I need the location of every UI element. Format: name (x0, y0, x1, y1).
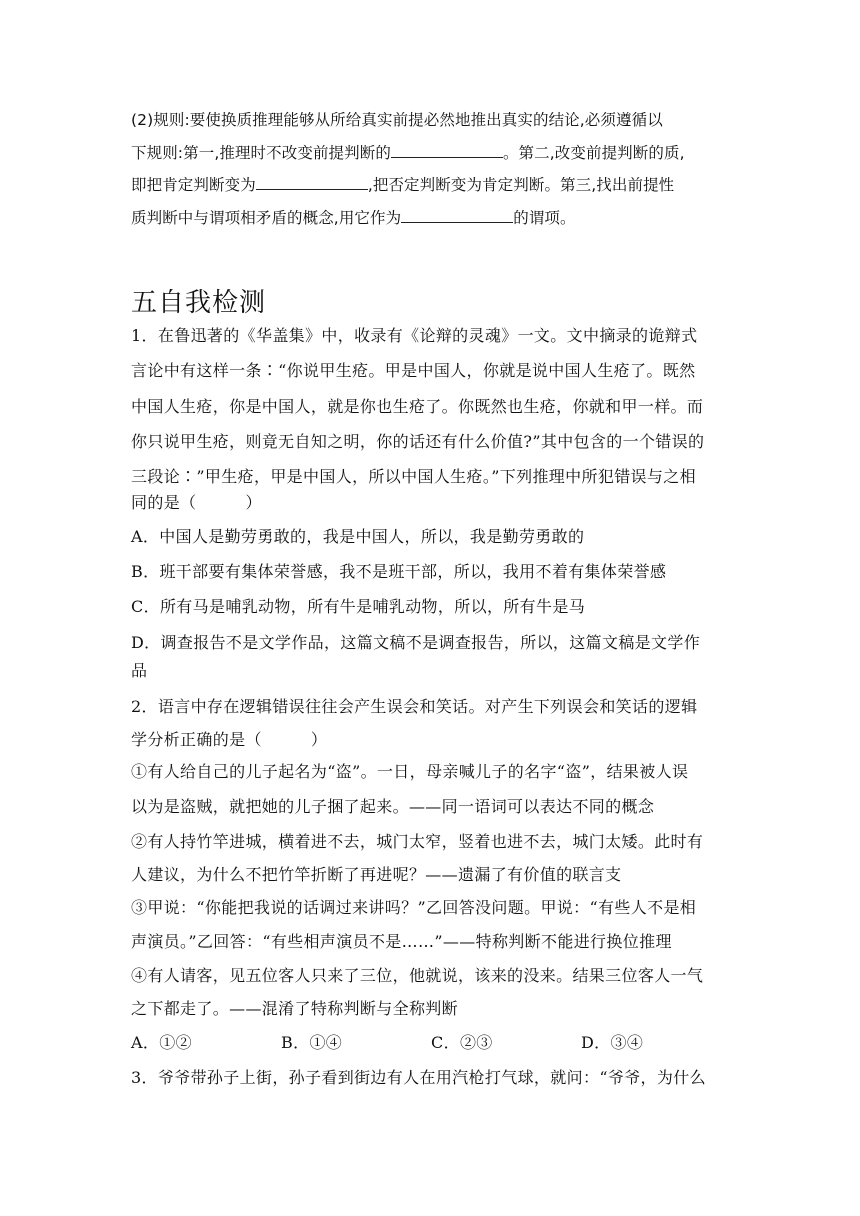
section-heading: 五自我检测 (131, 288, 267, 318)
q2-option-c[interactable]: C．②③ (431, 1033, 493, 1052)
fill-blank-3[interactable] (401, 207, 513, 223)
q2-option-d[interactable]: D．③④ (581, 1033, 644, 1052)
rule-line-3 (131, 174, 674, 195)
fill-blank-2[interactable] (256, 174, 368, 190)
q3-line: 3．爷爷带孙子上街，孙子看到街边有人在用汽枪打气球，就问：“爷爷，为什么 (131, 1068, 706, 1087)
q1-line: 1．在鲁迅著的《华盖集》中，收录有《论辩的灵魂》一文。文中摘录的诡辩式 (131, 326, 698, 345)
q1-line: 中国人生疮，你是中国人，就是你也生疮了。你既然也生疮，你就和甲一样。而 (131, 397, 704, 416)
q2-statement: 声演员。”乙回答：“有些相声演员不是……”——特称判断不能进行换位推理 (131, 932, 672, 951)
q2-statement: 人建议，为什么不把竹竿折断了再进呢？——遗漏了有价值的联言支 (131, 865, 622, 884)
rule-line-4 (131, 207, 576, 228)
q1-option-b[interactable]: B．班干部要有集体荣誉感，我不是班干部，所以，我用不着有集体荣誉感 (131, 562, 667, 581)
rule-line-2 (131, 142, 685, 163)
rule-line-2-end: 。第二,改变前提判断的质, (502, 144, 685, 162)
q1-option-d[interactable]: D．调查报告不是文学作品，这篇文稿不是调查报告，所以，这篇文稿是文学作 (131, 633, 701, 652)
q1-line: 言论中有这样一条∶“你说甲生疮。甲是中国人，你就是说中国人生疮了。既然 (131, 361, 696, 380)
q2-statement: ①有人给自己的儿子起名为“盗”。一日，母亲喊儿子的名字“盗”，结果被人误 (131, 762, 689, 781)
q1-option-c[interactable]: C．所有马是哺乳动物，所有牛是哺乳动物，所以，所有牛是马 (131, 597, 586, 616)
fill-blank-1[interactable] (391, 142, 503, 158)
q1-line: 你只说甲生疮，则竟无自知之明，你的话还有什么价值?”其中包含的一个错误的 (131, 432, 705, 451)
q2-statement: ③甲说：“你能把我说的话调过来讲吗？”乙回答没问题。甲说：“有些人不是相 (131, 898, 697, 917)
q2-option-a[interactable]: A．①② (131, 1033, 192, 1052)
q1-option-d-continued: 品 (131, 661, 148, 680)
q2-option-b[interactable]: B．①④ (281, 1033, 343, 1052)
rule-line-1: (2)规则:要使换质推理能够从所给真实前提必然地推出真实的结论,必须遵循以 (131, 111, 663, 129)
rule-line-3-start: 即把肯定判断变为 (131, 176, 256, 194)
rule-line-4-end: 的谓项。 (513, 209, 576, 227)
q2-options (131, 1033, 643, 1053)
q2-statement: 之下都走了。——混淆了特称判断与全称判断 (131, 999, 459, 1018)
q1-line: 同的是（ ） (131, 493, 262, 512)
q2-statement: ②有人持竹竿进城，横着进不去，城门太窄，竖着也进不去，城门太矮。此时有 (131, 832, 704, 851)
rule-line-4-start: 质判断中与谓项相矛盾的概念,用它作为 (131, 209, 402, 227)
q1-line: 三段论∶”甲生疮，甲是中国人，所以中国人生疮。”下列推理中所犯错误与之相 (131, 467, 696, 486)
rule-line-3-end: ,把否定判断变为肯定判断。第三,找出前提性 (367, 176, 675, 194)
rule-line-2-start: 下规则:第一,推理时不改变前提判断的 (131, 144, 391, 162)
q2-line: 2．语言中存在逻辑错误往往会产生误会和笑话。对产生下列误会和笑话的逻辑 (131, 697, 698, 716)
q2-line: 学分析正确的是（ ） (131, 730, 328, 749)
q2-statement: ④有人请客，见五位客人只来了三位，他就说，该来的没来。结果三位客人一气 (131, 966, 704, 985)
q2-statement: 以为是盗贼，就把她的儿子捆了起来。——同一语词可以表达不同的概念 (131, 797, 655, 816)
q1-option-a[interactable]: A．中国人是勤劳勇敢的，我是中国人，所以，我是勤劳勇敢的 (131, 527, 585, 546)
